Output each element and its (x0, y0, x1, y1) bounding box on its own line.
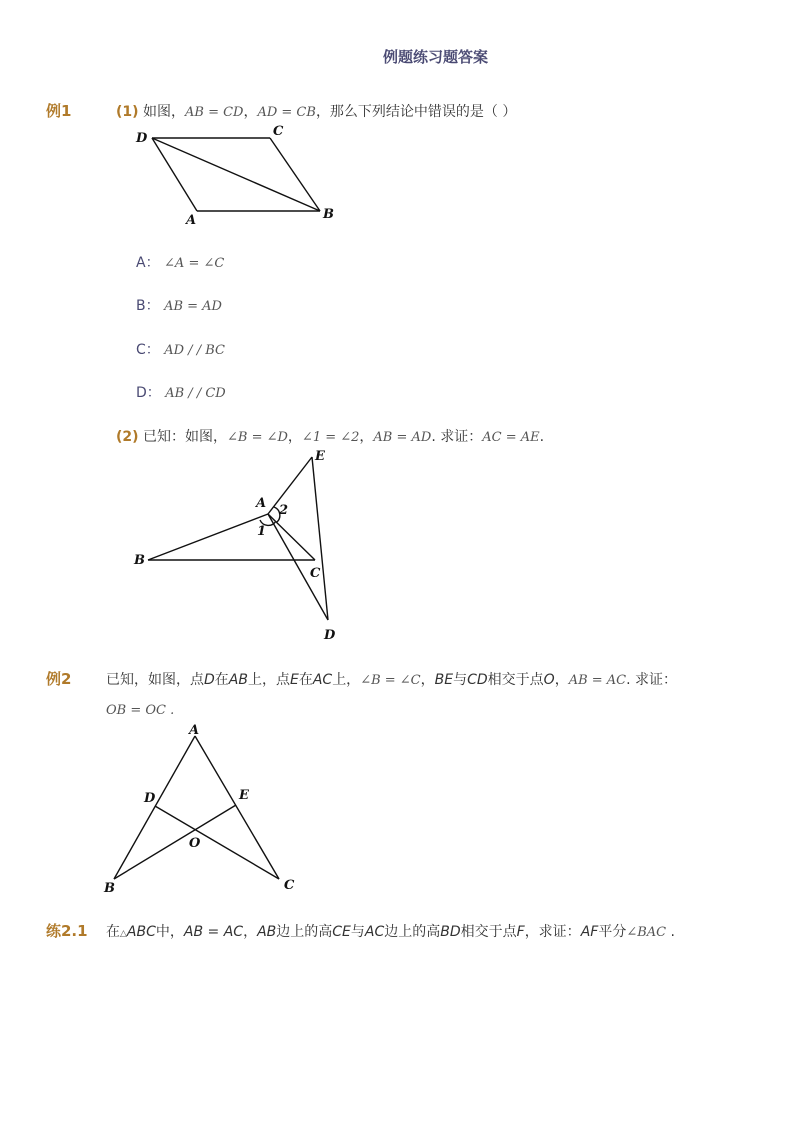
variable: F (516, 924, 525, 940)
point-label-o: O (189, 836, 201, 851)
question-text: ，那么下列结论中错误的是（ ） (315, 104, 517, 120)
angle-label-2: 2 (279, 503, 289, 518)
point-label-d: D (136, 131, 148, 146)
question-text: 上，点 (247, 672, 290, 688)
separator: ， (554, 672, 569, 688)
angle-label-1: 1 (257, 524, 267, 539)
option-key: A： (136, 255, 160, 271)
example-2-label: 例2 (46, 670, 72, 688)
option-value: AD / / BC (164, 343, 225, 358)
variable: AB = AC (183, 924, 244, 940)
part-number: (2) (116, 429, 139, 445)
separator: ， (243, 924, 258, 940)
variable: O (543, 672, 555, 688)
variable: BD (440, 924, 461, 940)
separator: ， (359, 429, 374, 445)
option-c[interactable] (136, 339, 225, 359)
point-label-a: A (189, 723, 200, 738)
example-1-part-2-question (116, 426, 544, 446)
example-2-question-line-2: OB = OC . (106, 703, 175, 718)
variable: CD (467, 672, 488, 688)
question-text: . 求证： (431, 429, 483, 445)
option-value: AB = AD (164, 299, 222, 314)
period: . (666, 924, 676, 940)
point-label-c: C (284, 878, 295, 893)
question-text: 中， (155, 924, 184, 940)
variable: D (204, 672, 215, 688)
segment-da (152, 138, 197, 211)
math-expression: ∠B = ∠C (360, 673, 421, 688)
point-label-b: B (323, 207, 334, 222)
example-1-label: 例1 (46, 102, 72, 120)
question-text: 边上的高 (384, 924, 441, 940)
math-expression: AC = AE (482, 430, 540, 445)
example-1-part-1-question (116, 101, 516, 121)
variable: BE (434, 672, 454, 688)
point-label-e: E (315, 449, 325, 464)
option-key: C： (136, 342, 160, 358)
math-expression: ∠B = ∠D (227, 430, 288, 445)
period: . (539, 429, 545, 445)
point-label-c: C (310, 566, 321, 581)
point-label-d: D (144, 791, 156, 806)
segment-ac (268, 514, 315, 560)
part-number: (1) (116, 104, 139, 120)
math-expression: ∠BAC (626, 925, 667, 940)
page-title: 例题练习题答案 (383, 48, 489, 66)
math-expression: AD = CB (257, 105, 316, 120)
option-b[interactable] (136, 295, 222, 315)
question-text: 在 (298, 672, 313, 688)
practice-2-1-label: 练2.1 (46, 922, 88, 940)
point-label-c: C (273, 124, 284, 139)
point-label-b: B (134, 553, 145, 568)
math-expression: AB = AD (373, 430, 432, 445)
variable: E (289, 672, 299, 688)
point-label-a: A (186, 213, 197, 228)
question-text: 平分 (598, 924, 627, 940)
triangles-figure (130, 445, 350, 645)
segment-be (114, 805, 236, 879)
question-text: 相交于点 (487, 672, 544, 688)
point-label-a: A (256, 496, 267, 511)
option-value: ∠A = ∠C (164, 256, 225, 271)
variable: AF (580, 924, 599, 940)
variable: ABC (126, 924, 156, 940)
segment-ac (195, 736, 279, 879)
separator: ， (287, 429, 302, 445)
question-text: 如图， (143, 104, 185, 120)
question-text: 已知：如图， (143, 429, 227, 445)
math-expression: AB = AC (568, 673, 627, 688)
separator: ， (243, 104, 258, 120)
option-d[interactable] (136, 382, 226, 402)
point-label-e: E (239, 788, 249, 803)
question-text: 在 (214, 672, 229, 688)
question-text: 与 (453, 672, 468, 688)
option-value: AB / / CD (165, 386, 226, 401)
question-text: 与 (350, 924, 365, 940)
variable: AB (257, 924, 277, 940)
question-text: ，求证： (524, 924, 581, 940)
variable: AC (312, 672, 333, 688)
math-expression: ∠1 = ∠2 (301, 430, 360, 445)
variable: CE (332, 924, 351, 940)
isosceles-triangle-figure (98, 722, 308, 900)
point-label-d: D (324, 628, 336, 643)
option-key: D： (136, 385, 161, 401)
question-text: 在 (106, 924, 120, 940)
example-2-question (106, 669, 677, 689)
segment-ab (114, 736, 195, 879)
question-text: 边上的高 (276, 924, 333, 940)
question-text: 相交于点 (460, 924, 517, 940)
parallelogram-figure (130, 120, 350, 230)
separator: ， (420, 672, 435, 688)
segment-ae (268, 457, 312, 514)
question-text: 已知，如图，点 (106, 672, 204, 688)
option-key: B： (136, 298, 160, 314)
variable: AB (228, 672, 248, 688)
option-a[interactable] (136, 252, 224, 272)
variable: AC (364, 924, 385, 940)
point-label-b: B (104, 881, 115, 896)
segment-ba (148, 514, 268, 560)
question-text: 上， (332, 672, 361, 688)
math-expression: AB = CD (185, 105, 244, 120)
practice-2-1-question (106, 921, 675, 941)
question-text: . 求证： (626, 672, 678, 688)
triangle-symbol: △ (120, 929, 127, 939)
